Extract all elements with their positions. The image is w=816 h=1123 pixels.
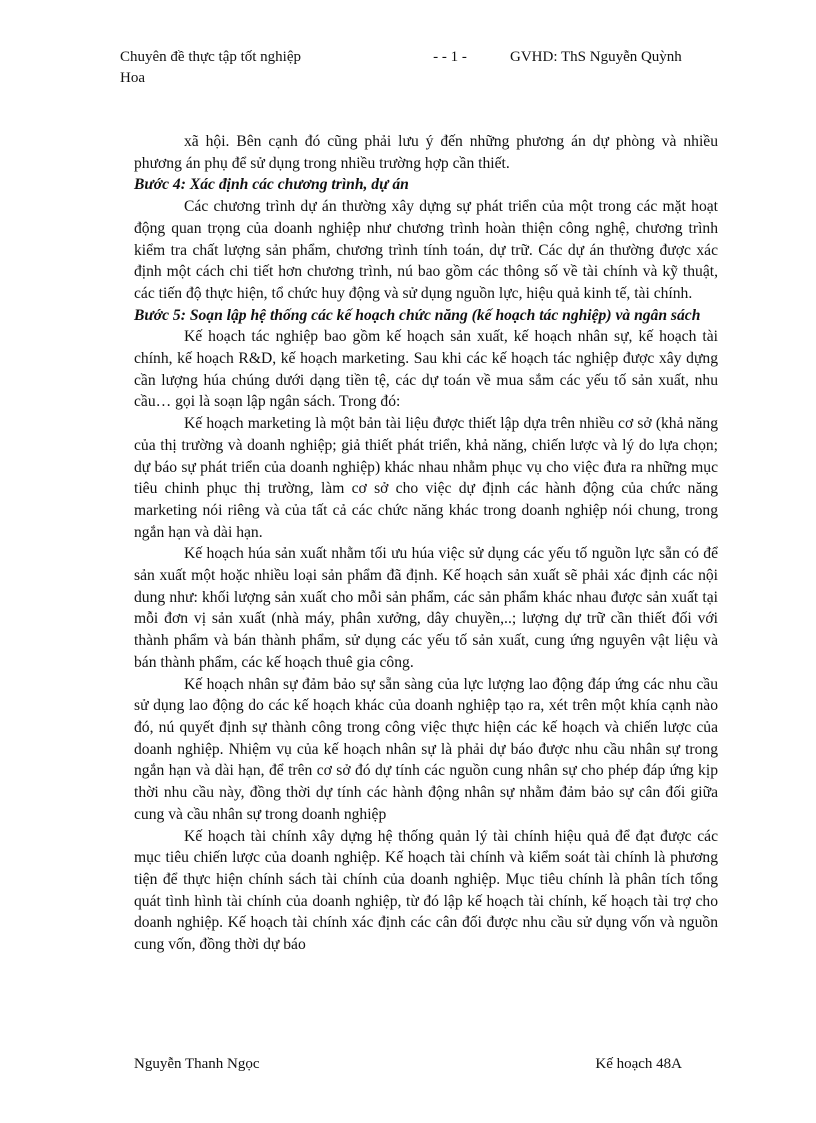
page-footer — [134, 1056, 682, 1073]
header-advisor-continued: Hoa — [120, 70, 145, 86]
header-advisor: GVHD: ThS Nguyễn Quỳnh — [510, 49, 682, 65]
document-body — [134, 131, 718, 956]
paragraph: xã hội. Bên cạnh đó cũng phải lưu ý đến những phương án dự phòng và nhiều phương án phụ để sử dụng trong nhiều trường hợp cần thiết. — [134, 133, 718, 172]
paragraph: Kế hoạch tài chính xây dựng hệ thống quản lý tài chính hiệu quả để đạt được các mục tiêu chiến lược của doanh nghiệp. Kế hoạch tài chính và kiểm soát tài chính là phương tiện để thực hiện chính sách tài chính của doanh nghiệp. Mục tiêu chính là phân tích tổng quát tình hình tài chính của doanh nghiệp, từ đó lập kế hoạch tài chính, kế hoạch tài trợ cho doanh nghiệp. Kế hoạch tài chính xác định các cân đối được nhu cầu sử dụng vốn và nguồn cung vốn, đồng thời dự báo — [134, 827, 718, 954]
footer-author: Nguyễn Thanh Ngọc — [134, 1056, 260, 1072]
paragraph: Kế hoạch tác nghiệp bao gồm kế hoạch sản xuất, kế hoạch nhân sự, kế hoạch tài chính, kế hoạch R&D, kế hoạch marketing. Sau khi các kế hoạch tác nghiệp được xây dựng cần lượng húa chúng dưới dạng tiền tệ, các dự toán về mua sắm các yếu tố sản xuất, nhu cầu… gọi là soạn lập ngân sách. Trong đó: — [134, 328, 718, 411]
paragraph: Kế hoạch húa sản xuất nhằm tối ưu húa việc sử dụng các yếu tố nguồn lực sẵn có để sản xuất một hoặc nhiều loại sản phẩm đã định. Kế hoạch sản xuất sẽ phải xác định các nội dung như: khối lượng sản xuất cho mỗi sản phẩm, các sản phẩm khác nhau được sản xuất tại mỗi đơn vị sản xuất (nhà máy, phân xưởng, dây chuyền,..; lượng dự trữ cần thiết đối với thành phẩm và bán thành phẩm, sử dụng các yếu tố sản xuất, cung ứng nguyên vật liệu và bán thành phẩm, các kế hoạch thuê gia công. — [134, 545, 718, 671]
page-number: - - 1 - — [433, 49, 467, 65]
paragraph: Kế hoạch marketing là một bản tài liệu được thiết lập dựa trên nhiều cơ sở (khả năng của thị trường và doanh nghiệp; giả thiết phát triển, khả năng, chiến lược và lý do lựa chọn; dự báo sự phát triển của doanh nghiệp) khác nhau nhằm phục vụ cho việc đưa ra những mục tiêu chinh phục thị trường, làm cơ sở cho việc dự định các hành động của chức năng marketing nói riêng và của tất cả các chức năng khác trong doanh nghiệp nói chung, trong ngắn hạn và dài hạn. — [134, 415, 718, 541]
section-heading-step-4: Bước 4: Xác định các chương trình, dự án — [134, 176, 409, 194]
section-heading-step-5: Bước 5: Soạn lập hệ thống các kế hoạch chức năng (kế hoạch tác nghiệp) và ngân sách — [134, 306, 701, 324]
header-title: Chuyên đề thực tập tốt nghiệp — [120, 49, 302, 65]
paragraph: Kế hoạch nhân sự đảm bảo sự sẵn sàng của lực lượng lao động đáp ứng các nhu cầu sử dụng lao động do các kế hoạch khác của doanh nghiệp tạo ra, xét trên một khía cạnh nào đó, nú quyết định sự thành công trong công việc thực hiện các kế hoạch và chiến lược của doanh nghiệp. Nhiệm vụ của kế hoạch nhân sự là phải dự báo được nhu cầu nhân sự trong ngắn hạn và dài hạn, để trên cơ sở đó dự tính các nguồn cung nhân sự cho phép đáp ứng kịp thời nhu cầu này, đồng thời dự tính các hành động nhân sự nhằm đảm bảo sự cân đối giữa cung và cầu nhân sự trong doanh nghiệp — [134, 675, 718, 823]
footer-class: Kế hoạch 48A — [595, 1056, 682, 1072]
paragraph: Các chương trình dự án thường xây dựng sự phát triển của một trong các mặt hoạt động quan trọng của doanh nghiệp như chương trình hoàn thiện công nghệ, chương trình kiểm tra chất lượng sản phẩm, chương trình tính toán, dự trữ. Các dự án thường được xác định một cách chi tiết hơn chương trình, nú bao gồm các thông số về tài chính và kỹ thuật, các tiến độ thực hiện, tổ chức huy động và sử dụng nguồn lực, hiệu quả kinh tế, tài chính. — [134, 198, 718, 302]
page-header — [120, 47, 702, 89]
